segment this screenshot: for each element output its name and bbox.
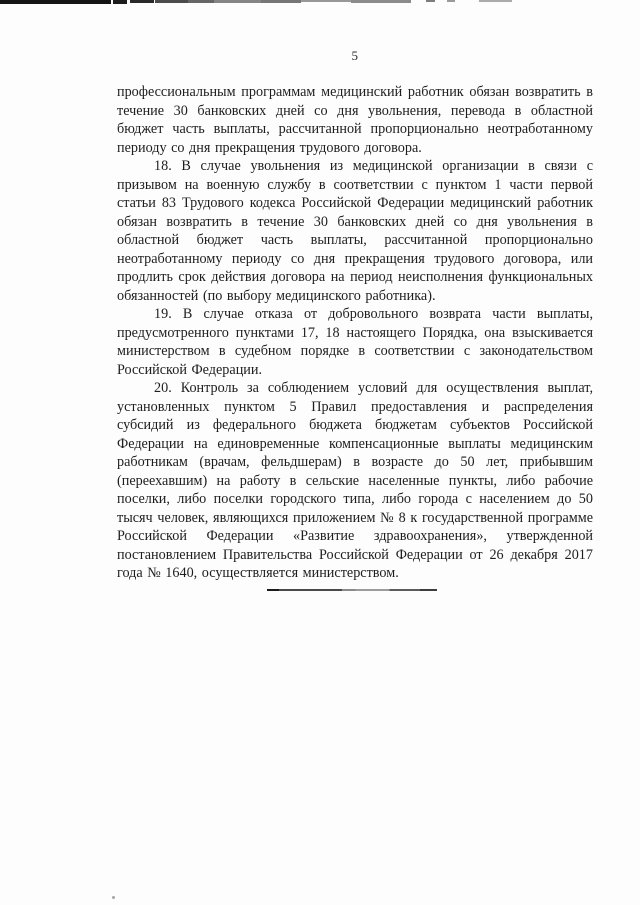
scan-artifact-segment xyxy=(155,0,188,3)
section-divider xyxy=(267,589,437,591)
scan-artifact-segment xyxy=(214,0,261,3)
scan-artifact-segment xyxy=(479,0,512,2)
paragraph-item-19: 19. В случае отказа от добровольного возврата части выплаты, предусмотренного пунктами 17, 18 настоящего Порядка, она взыскивается министерством в судебном порядке в соответствии с законодательством Российской Федерации. xyxy=(117,306,593,378)
scan-artifact-segment xyxy=(351,0,411,3)
scan-artifact-segment xyxy=(113,0,127,4)
document-body xyxy=(117,83,593,583)
scan-artifact-top xyxy=(0,0,640,6)
scan-artifact-segment xyxy=(301,0,351,2)
scan-speck xyxy=(112,896,115,899)
scan-artifact-segment xyxy=(426,0,435,2)
scan-artifact-segment xyxy=(188,0,214,3)
paragraph-item-20: 20. Контроль за соблюдением условий для осуществления выплат, установленных пунктом 5 Правил предоставления и распределения субсидий из федерального бюджета бюджетам субъектов Российской Федерации на единовременные компенсационные выплаты медицинским работникам (врачам, фельдшерам) в возрасте до 50 лет, прибывшим (переехавшим) на работу в сельские населенные пункты, либо рабочие поселки, либо поселки городского типа, либо города с населением до 50 тысяч человек, являющихся приложением № 8 к государственной программе Российской Федерации «Развитие здравоохранения», утвержденной постановлением Правительства Российской Федерации от 26 декабря 2017 года № 1640, осуществляется министерством. xyxy=(117,380,593,581)
paragraph-continuation: профессиональным программам медицинский работник обязан возвратить в течение 30 банковских дней со дня увольнения, перевода в областной бюджет часть выплаты, рассчитанной пропорционально неотработанному периоду со дня прекращения трудового договора. xyxy=(117,84,593,156)
paragraph-item-18: 18. В случае увольнения из медицинской организации в связи с призывом на военную службу в соответствии с пунктом 1 части первой статьи 83 Трудового кодекса Российской Федерации медицинский работник обязан возвратить в течение 30 банковских дней со дня увольнения в областной бюджет часть выплаты, рассчитанной пропорционально неотработанному периоду со дня прекращения трудового договора, или продлить срок действия договора на период неисполнения функциональных обязанностей (по выбору медицинского работника). xyxy=(117,158,593,304)
scan-artifact-segment xyxy=(447,0,455,2)
page-number: 5 xyxy=(351,48,359,63)
scan-artifact-segment xyxy=(0,0,111,4)
scan-artifact-segment xyxy=(130,0,154,3)
scan-artifact-segment xyxy=(261,0,301,3)
